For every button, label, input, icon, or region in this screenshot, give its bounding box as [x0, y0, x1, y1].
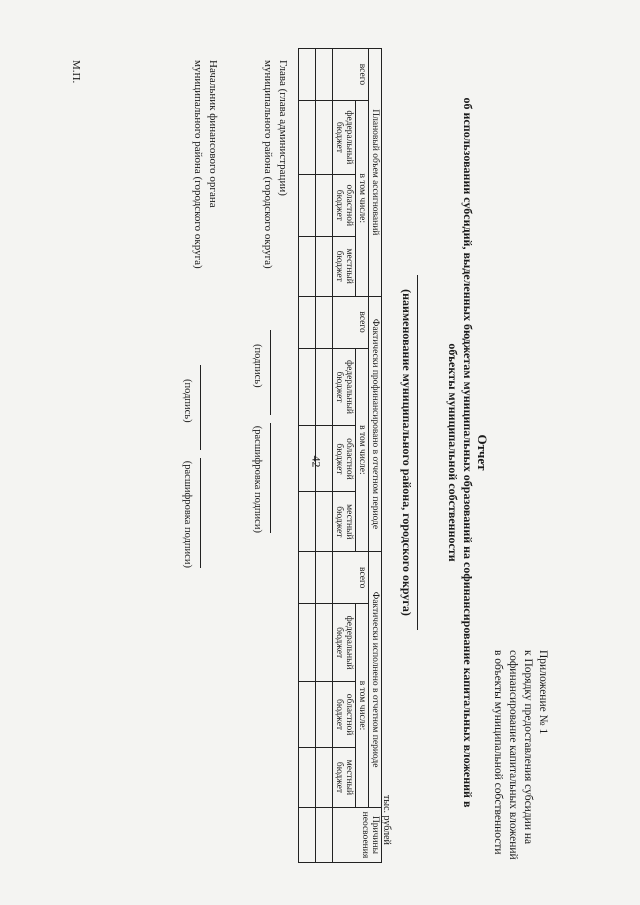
- head-title-line1: Глава (глава администрации): [277, 60, 289, 196]
- header-total: всего: [333, 552, 369, 604]
- table-header-row: [356, 49, 369, 863]
- signature-line: [270, 330, 271, 415]
- decoding-line: [270, 423, 271, 533]
- table-row: [299, 49, 316, 863]
- finance-signatory: [190, 60, 220, 269]
- signature-line: [200, 365, 201, 450]
- stamp-place: М.П.: [70, 60, 82, 84]
- table-header-row: [369, 49, 382, 863]
- header-federal: федеральный бюджет: [333, 100, 356, 174]
- header-including: в том числе:: [356, 604, 369, 808]
- header-including: в том числе:: [356, 100, 369, 296]
- table-row: [316, 49, 333, 863]
- head-signature-fields: [250, 330, 280, 541]
- finance-title-line2: муниципального района (городского округа): [192, 60, 204, 269]
- municipality-name-line: [417, 275, 418, 630]
- report-sheet: [30, 30, 610, 875]
- appendix-line: Приложение № 1: [537, 650, 549, 735]
- page-number: 42: [309, 455, 324, 468]
- appendix-line: в объекты муниципальной собственности: [492, 650, 504, 855]
- header-total: всего: [333, 296, 369, 348]
- header-local: местный бюджет: [333, 236, 356, 296]
- head-signatory: [260, 60, 290, 269]
- header-total: всего: [333, 49, 369, 101]
- signature-caption: (подпись): [182, 379, 193, 423]
- decoding-line: [200, 458, 201, 568]
- finance-signature-fields: [180, 365, 210, 576]
- appendix-line: к Порядку предоставления субсидии на: [522, 650, 534, 845]
- municipality-caption: (наименование муниципального района, городского округа): [400, 289, 414, 616]
- table-header-row: [333, 49, 356, 863]
- signature-caption: (подпись): [252, 344, 263, 388]
- header-local: местный бюджет: [333, 492, 356, 552]
- header-federal: федеральный бюджет: [333, 348, 356, 426]
- report-title: Отчет: [475, 434, 490, 471]
- report-subtitle-line2: объекты муниципальной собственности: [446, 343, 460, 562]
- header-regional: областной бюджет: [333, 174, 356, 236]
- appendix-note: [490, 650, 550, 880]
- report-subtitle-line1: об использовании субсидий, выделенных бюджетам муниципальных образований на софинансирование капитальных вложений в: [461, 97, 475, 808]
- report-table: [298, 48, 382, 863]
- appendix-line: софинансирование капитальных вложений: [507, 650, 519, 860]
- header-local: местный бюджет: [333, 748, 356, 808]
- header-reasons: Причины неосвоения: [333, 807, 382, 862]
- report-heading: [445, 30, 490, 875]
- header-financed: Фактически профинансировано в отчетном периоде: [369, 296, 382, 552]
- units-label: тыс. рублей: [381, 795, 392, 845]
- header-regional: областной бюджет: [333, 426, 356, 492]
- head-title-line2: муниципального района (городского округа): [262, 60, 274, 269]
- decoding-caption: (расшифровка подписи): [252, 425, 263, 533]
- header-regional: областной бюджет: [333, 682, 356, 748]
- decoding-caption: (расшифровка подписи): [182, 460, 193, 568]
- finance-title-line1: Начальник финансового органа: [207, 60, 219, 208]
- header-planned: Плановый объем ассигнований: [369, 49, 382, 297]
- header-including: в том числе:: [356, 348, 369, 552]
- header-executed: Фактически исполнено в отчетном периоде: [369, 552, 382, 808]
- header-federal: федеральный бюджет: [333, 604, 356, 682]
